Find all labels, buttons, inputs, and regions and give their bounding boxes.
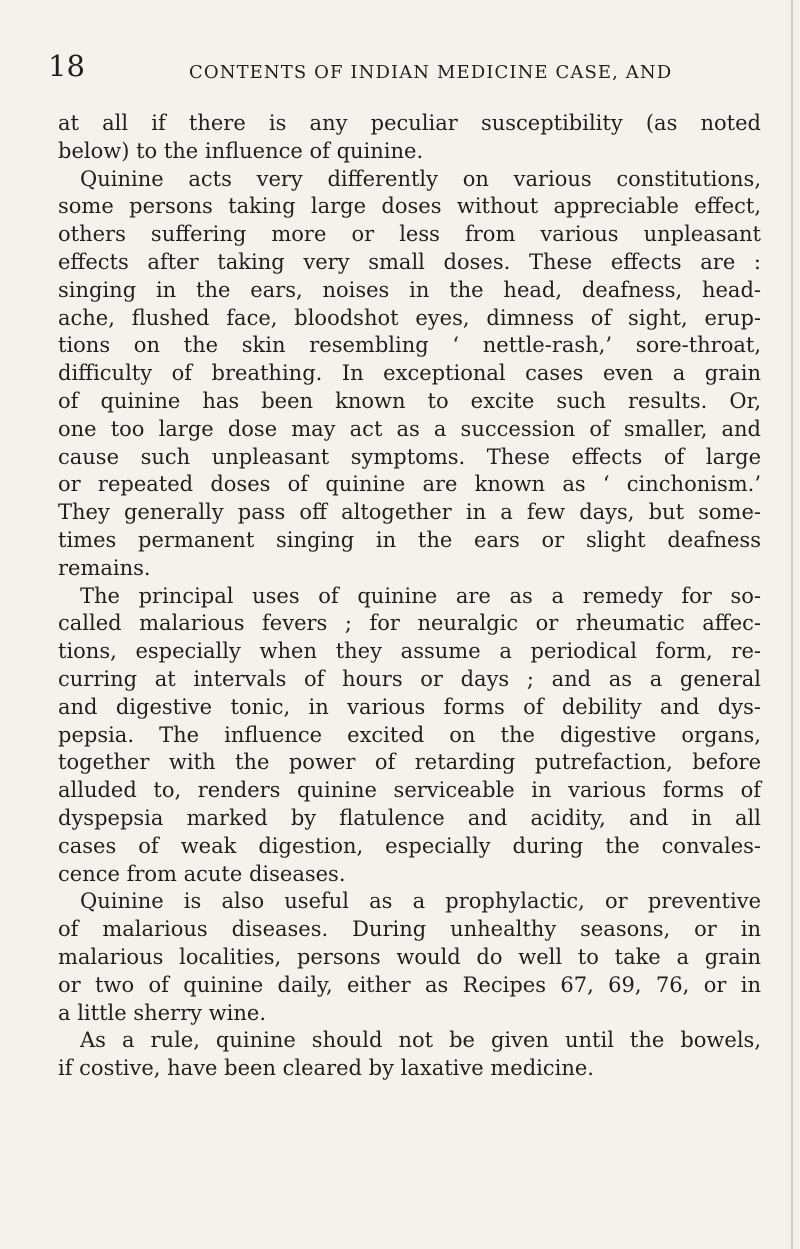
text-line: others suffering more or less from various unpleasant xyxy=(58,222,761,247)
text-line: They generally pass off altogether in a few days, but some- xyxy=(58,500,761,525)
text-line: together with the power of retarding putrefaction, before xyxy=(58,750,761,775)
text-line: remains. xyxy=(58,555,151,580)
text-line: of malarious diseases. During unhealthy seasons, or in xyxy=(58,917,761,942)
text-line: singing in the ears, noises in the head, deafness, head- xyxy=(58,277,761,302)
text-line: of quinine has been known to excite such results. Or, xyxy=(58,388,761,413)
page-edge-line xyxy=(791,0,793,1249)
text-line: Quinine is also useful as a prophylactic, or preventive xyxy=(80,889,761,914)
text-line: difficulty of breathing. In exceptional cases even a grain xyxy=(58,361,761,386)
body-text xyxy=(58,110,761,1083)
text-line: alluded to, renders quinine serviceable in various forms of xyxy=(58,778,761,803)
text-line: at all if there is any peculiar susceptibility (as noted xyxy=(58,111,761,135)
text-line: dyspepsia marked by flatulence and acidity, and in all xyxy=(58,805,761,830)
text-line: or two of quinine daily, either as Recipes 67, 69, 76, or in xyxy=(58,972,761,997)
text-line: some persons taking large doses without appreciable effect, xyxy=(58,194,761,219)
text-line: As a rule, quinine should not be given until the bowels, xyxy=(80,1028,761,1053)
text-line: called malarious fevers ; for neuralgic or rheumatic affec- xyxy=(58,611,761,636)
text-line: Quinine acts very differently on various constitutions, xyxy=(80,166,761,191)
text-line: times permanent singing in the ears or slight deafness xyxy=(58,527,761,552)
text-line: malarious localities, persons would do well to take a grain xyxy=(58,944,761,969)
text-line: a little sherry wine. xyxy=(58,1000,266,1025)
text-line: effects after taking very small doses. These effects are : xyxy=(58,249,761,274)
text-line: cases of weak digestion, especially during the convales- xyxy=(58,833,761,858)
text-line: tions on the skin resembling ‘ nettle-rash,’ sore-throat, xyxy=(58,333,761,358)
running-head: CONTENTS OF INDIAN MEDICINE CASE, AND xyxy=(189,62,673,83)
text-line: and digestive tonic, in various forms of debility and dys- xyxy=(58,694,761,719)
text-line: tions, especially when they assume a periodical form, re- xyxy=(58,639,761,664)
text-line: The principal uses of quinine are as a remedy for so- xyxy=(80,583,761,608)
text-line: pepsia. The influence excited on the digestive organs, xyxy=(58,722,761,747)
text-line: cause such unpleasant symptoms. These effects of large xyxy=(58,444,761,469)
text-line: one too large dose may act as a succession of smaller, and xyxy=(58,416,761,441)
text-line: cence from acute diseases. xyxy=(58,861,346,886)
text-line: ache, flushed face, bloodshot eyes, dimness of sight, erup- xyxy=(58,305,761,330)
text-line: if costive, have been cleared by laxative medicine. xyxy=(58,1056,594,1081)
text-line: curring at intervals of hours or days ; and as a general xyxy=(58,666,761,691)
text-line: or repeated doses of quinine are known as ‘ cinchonism.’ xyxy=(58,472,761,497)
text-line: below) to the influence of quinine. xyxy=(58,138,424,163)
page-number: 18 xyxy=(48,49,85,83)
